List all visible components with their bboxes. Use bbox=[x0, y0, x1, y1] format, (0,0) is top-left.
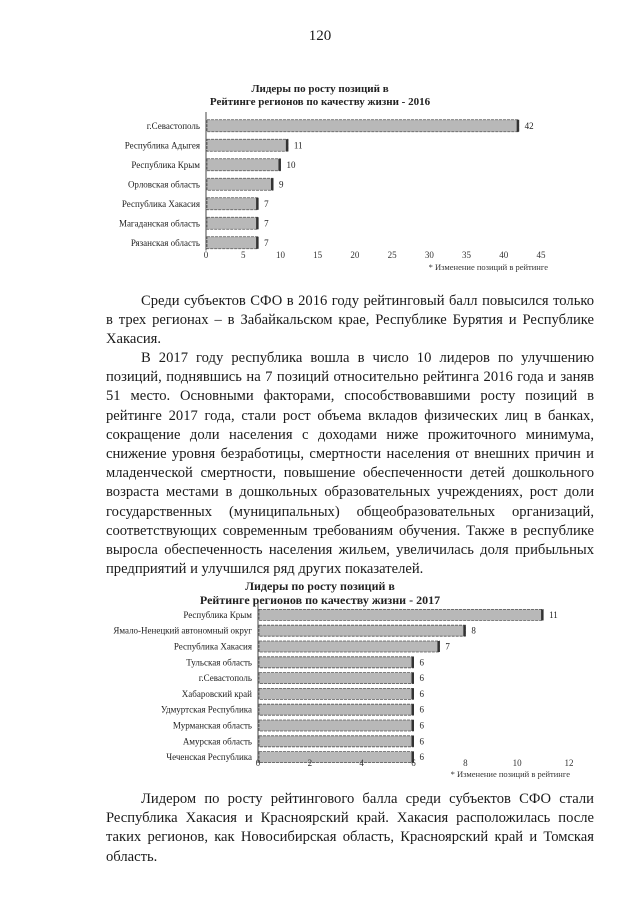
bar-end-cap bbox=[412, 688, 415, 699]
data-label: 7 bbox=[445, 641, 450, 652]
tick-label: 10 bbox=[512, 758, 522, 768]
category-label: г.Севастополь bbox=[146, 120, 200, 131]
legend-label: * Изменение позиций в рейтинге bbox=[450, 769, 570, 779]
bar-end-cap bbox=[256, 198, 259, 210]
data-label: 11 bbox=[293, 140, 303, 151]
bar-end-cap bbox=[256, 237, 259, 249]
data-label: 7 bbox=[264, 218, 269, 229]
bar bbox=[207, 139, 288, 151]
bar bbox=[259, 609, 543, 620]
page-number: 120 bbox=[308, 28, 332, 44]
bar bbox=[207, 159, 280, 171]
data-label: 6 bbox=[419, 704, 424, 715]
category-label: Тульская область bbox=[186, 657, 252, 668]
bar-end-cap bbox=[286, 139, 289, 151]
tick-label: 8 bbox=[463, 758, 468, 768]
paragraph-2: В 2017 году республика вошла в число 10 лидеров по улучшению позиций, поднявшись на 7 позиций относительно рейтинга 2016 года и заняв 51 место. Основными факторами, способствовавшими росту позиций в рейтинге 2017 года, стали рост объема вкладов физических лиц в банках, сокращение доли населения с доходами ниже прожиточного минимума, снижение уровня безработицы, смертности населения от внешних причин и младенческой смертности, повышение обеспеченности детей дошкольного возраста местами в дошкольных образовательных учреждениях, рост доли государственных (муниципальных) общеобразовательных организаций, соответствующих современным требованиям обучения. Также в республике выросла обеспеченность населения жильем, увеличилась доля прибыльных предприятий и улучшился ряд других показателей. bbox=[106, 350, 594, 578]
tick-label: 5 bbox=[240, 250, 246, 260]
tick-label: 0 bbox=[255, 758, 261, 768]
category-label: Республика Хакасия bbox=[121, 198, 200, 209]
bar bbox=[207, 178, 273, 190]
bar-end-cap bbox=[271, 178, 274, 190]
category-label: Удмуртская Республика bbox=[160, 704, 252, 715]
tick-label: 45 bbox=[536, 250, 546, 260]
tick-label: 4 bbox=[359, 758, 364, 768]
legend-label: * Изменение позиций в рейтинге bbox=[428, 262, 548, 272]
data-label: 6 bbox=[419, 720, 424, 731]
bar bbox=[207, 237, 258, 249]
bar-end-cap bbox=[517, 120, 520, 132]
bar bbox=[259, 752, 414, 763]
bar-end-cap bbox=[412, 657, 415, 668]
bar-end-cap bbox=[256, 217, 259, 229]
data-label: 7 bbox=[264, 198, 269, 209]
data-label: 6 bbox=[419, 752, 424, 763]
bar-end-cap bbox=[541, 609, 544, 620]
data-label: 6 bbox=[419, 688, 424, 699]
category-label: г.Севастополь bbox=[198, 673, 252, 684]
tick-label: 6 bbox=[411, 758, 416, 768]
chart-2017 bbox=[0, 577, 640, 782]
category-label: Республика Хакасия bbox=[173, 641, 252, 652]
tick-label: 10 bbox=[275, 250, 285, 260]
category-label: Орловская область bbox=[127, 179, 200, 190]
category-label: Хабаровский край bbox=[181, 688, 252, 699]
bar-end-cap bbox=[412, 720, 415, 731]
tick-label: 25 bbox=[387, 250, 397, 260]
bar bbox=[259, 688, 414, 699]
category-label: Республика Адыгея bbox=[124, 140, 200, 151]
data-label: 11 bbox=[549, 609, 558, 620]
tick-label: 40 bbox=[499, 250, 509, 260]
paragraph-3: Лидером по росту рейтингового балла среди субъектов СФО стали Республика Хакасия и Красноярский край. Хакасия расположилась после таких регионов, как Новосибирская область, Красноярский край и Томская область. bbox=[106, 791, 594, 865]
bar-end-cap bbox=[412, 704, 415, 715]
category-label: Республика Крым bbox=[131, 159, 200, 170]
category-label: Амурская область bbox=[182, 736, 252, 747]
bar-end-cap bbox=[412, 673, 415, 684]
data-label: 8 bbox=[471, 625, 476, 636]
chart-title-line: Лидеры по росту позиций в bbox=[245, 579, 395, 593]
chart-title-line: Лидеры по росту позиций в bbox=[251, 83, 389, 95]
data-label: 7 bbox=[264, 237, 269, 248]
category-label: Чеченская Республика bbox=[166, 752, 252, 763]
bar bbox=[207, 120, 519, 132]
paragraph-1: Среди субъектов СФО в 2016 году рейтинговый балл повысился только в трех регионах – в Забайкальском крае, Республике Бурятия и Республике Хакасия. bbox=[106, 293, 594, 348]
tick-label: 20 bbox=[350, 250, 360, 260]
bar bbox=[207, 217, 258, 229]
bar-end-cap bbox=[463, 625, 466, 636]
category-label: Мурманская область bbox=[172, 720, 252, 731]
bar bbox=[207, 198, 258, 210]
bar bbox=[259, 720, 414, 731]
chart-title-line: Рейтинге регионов по качеству жизни - 2017 bbox=[199, 593, 441, 607]
bar-end-cap bbox=[278, 159, 281, 171]
data-label: 42 bbox=[524, 120, 534, 131]
category-label: Магаданская область bbox=[118, 218, 200, 229]
category-label: Ямало-Ненецкий автономный округ bbox=[113, 625, 252, 636]
category-label: Рязанская область bbox=[130, 237, 200, 248]
bar bbox=[259, 625, 465, 636]
tick-label: 2 bbox=[307, 758, 313, 768]
bar bbox=[259, 736, 414, 747]
bar bbox=[259, 673, 414, 684]
data-label: 10 bbox=[286, 159, 296, 170]
chart-2016 bbox=[0, 80, 640, 280]
bar-end-cap bbox=[437, 641, 440, 652]
tick-label: 0 bbox=[203, 250, 209, 260]
tick-label: 12 bbox=[564, 758, 574, 768]
data-label: 6 bbox=[419, 673, 424, 684]
data-label: 6 bbox=[419, 736, 424, 747]
bar bbox=[259, 704, 414, 715]
chart-title-line: Рейтинге регионов по качеству жизни - 2016 bbox=[209, 96, 431, 108]
category-label: Республика Крым bbox=[183, 609, 252, 620]
tick-label: 30 bbox=[424, 250, 434, 260]
data-label: 9 bbox=[279, 179, 284, 190]
tick-label: 15 bbox=[313, 250, 323, 260]
tick-label: 35 bbox=[462, 250, 472, 260]
bar-end-cap bbox=[412, 736, 415, 747]
bar bbox=[259, 657, 414, 668]
data-label: 6 bbox=[419, 657, 424, 668]
bar bbox=[259, 641, 439, 652]
